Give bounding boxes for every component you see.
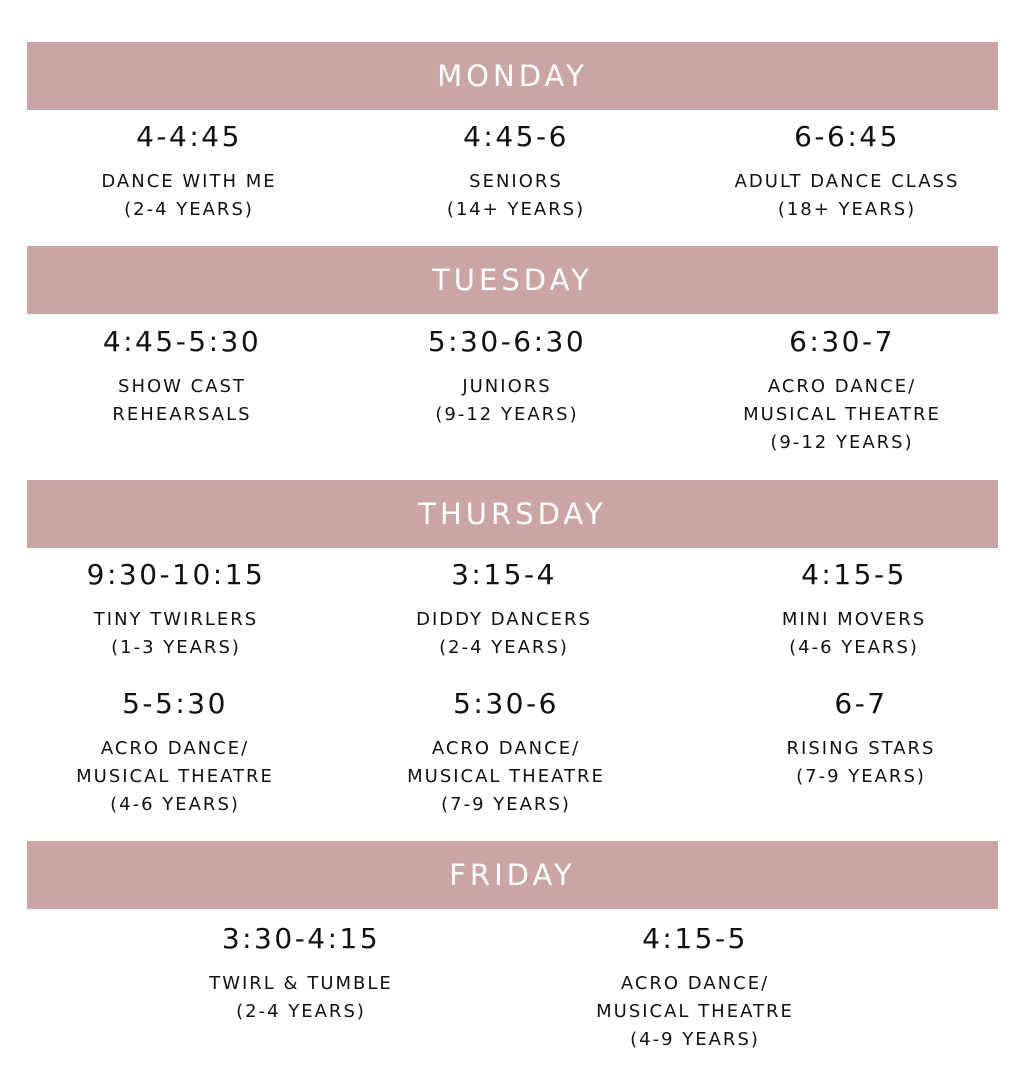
day-header-thursday xyxy=(27,480,998,548)
day-header-friday xyxy=(27,841,998,909)
class-name-line: MUSICAL THEATRE xyxy=(76,766,274,787)
class-name-line: MINI MOVERS xyxy=(781,609,927,630)
class-time: 4:15-5 xyxy=(642,922,748,955)
class-age-line: (4-9 YEARS) xyxy=(630,1029,760,1050)
class-name xyxy=(697,168,997,224)
class-name xyxy=(26,606,326,662)
class-age-line: (2-4 YEARS) xyxy=(124,199,254,220)
class-slot xyxy=(711,687,1011,791)
class-slot xyxy=(151,922,451,1026)
class-name-line: RISING STARS xyxy=(786,738,936,759)
day-title: TUESDAY xyxy=(432,263,593,297)
class-age-line: (9-12 YEARS) xyxy=(770,432,914,453)
class-name xyxy=(711,735,1011,791)
class-name xyxy=(545,970,845,1054)
class-age-line: (4-6 YEARS) xyxy=(789,637,919,658)
class-age-line: (18+ YEARS) xyxy=(777,199,917,220)
class-time: 4:45-6 xyxy=(463,120,569,153)
class-name-line: DIDDY DANCERS xyxy=(416,609,592,630)
day-title: MONDAY xyxy=(437,59,588,93)
class-age-line: (1-3 YEARS) xyxy=(111,637,241,658)
class-time: 6-7 xyxy=(834,687,888,720)
class-name xyxy=(39,168,339,224)
class-time: 5:30-6 xyxy=(453,687,559,720)
class-slot xyxy=(356,687,656,819)
class-time: 9:30-10:15 xyxy=(86,558,266,591)
class-name xyxy=(32,373,332,429)
class-name-line: ACRO DANCE/ xyxy=(620,973,770,994)
class-name-line: JUNIORS xyxy=(462,376,552,397)
class-name xyxy=(357,373,657,429)
class-time: 4:15-5 xyxy=(801,558,907,591)
day-header-tuesday xyxy=(27,246,998,314)
class-name-line: MUSICAL THEATRE xyxy=(596,1001,794,1022)
class-time: 3:15-4 xyxy=(451,558,557,591)
class-name-line: REHEARSALS xyxy=(112,404,252,425)
class-name xyxy=(25,735,325,819)
class-slot xyxy=(545,922,845,1054)
class-age-line: (7-9 YEARS) xyxy=(796,766,926,787)
class-name xyxy=(354,606,654,662)
class-time: 5:30-6:30 xyxy=(427,325,587,358)
class-time: 4:45-5:30 xyxy=(102,325,262,358)
class-time: 4-4:45 xyxy=(136,120,242,153)
class-slot xyxy=(692,325,992,457)
class-time: 6-6:45 xyxy=(794,120,900,153)
day-title: THURSDAY xyxy=(418,497,607,531)
class-age-line: (7-9 YEARS) xyxy=(441,794,571,815)
class-name-line: TWIRL & TUMBLE xyxy=(209,973,393,994)
class-name-line: SENIORS xyxy=(469,171,563,192)
class-name xyxy=(151,970,451,1026)
class-name xyxy=(356,735,656,819)
class-slot xyxy=(32,325,332,429)
class-slot xyxy=(366,120,666,224)
class-time: 5-5:30 xyxy=(122,687,228,720)
class-slot xyxy=(39,120,339,224)
class-slot xyxy=(697,120,997,224)
class-age-line: (2-4 YEARS) xyxy=(236,1001,366,1022)
class-name xyxy=(692,373,992,457)
class-name xyxy=(366,168,666,224)
class-name-line: ACRO DANCE/ xyxy=(431,738,581,759)
class-time: 6:30-7 xyxy=(789,325,895,358)
class-name xyxy=(704,606,1004,662)
class-name-line: ACRO DANCE/ xyxy=(767,376,917,397)
class-slot xyxy=(357,325,657,429)
class-name-line: MUSICAL THEATRE xyxy=(407,766,605,787)
class-name-line: SHOW CAST xyxy=(118,376,246,397)
class-age-line: (9-12 YEARS) xyxy=(435,404,579,425)
class-name-line: DANCE WITH ME xyxy=(101,171,277,192)
class-slot xyxy=(26,558,326,662)
day-header-monday xyxy=(27,42,998,110)
class-age-line: (4-6 YEARS) xyxy=(110,794,240,815)
class-name-line: TINY TWIRLERS xyxy=(93,609,259,630)
class-slot xyxy=(354,558,654,662)
class-slot xyxy=(25,687,325,819)
class-name-line: MUSICAL THEATRE xyxy=(743,404,941,425)
class-time: 3:30-4:15 xyxy=(221,922,381,955)
day-title: FRIDAY xyxy=(449,858,576,892)
class-name-line: ADULT DANCE CLASS xyxy=(734,171,960,192)
class-name-line: ACRO DANCE/ xyxy=(100,738,250,759)
class-slot xyxy=(704,558,1004,662)
class-age-line: (14+ YEARS) xyxy=(446,199,586,220)
class-age-line: (2-4 YEARS) xyxy=(439,637,569,658)
